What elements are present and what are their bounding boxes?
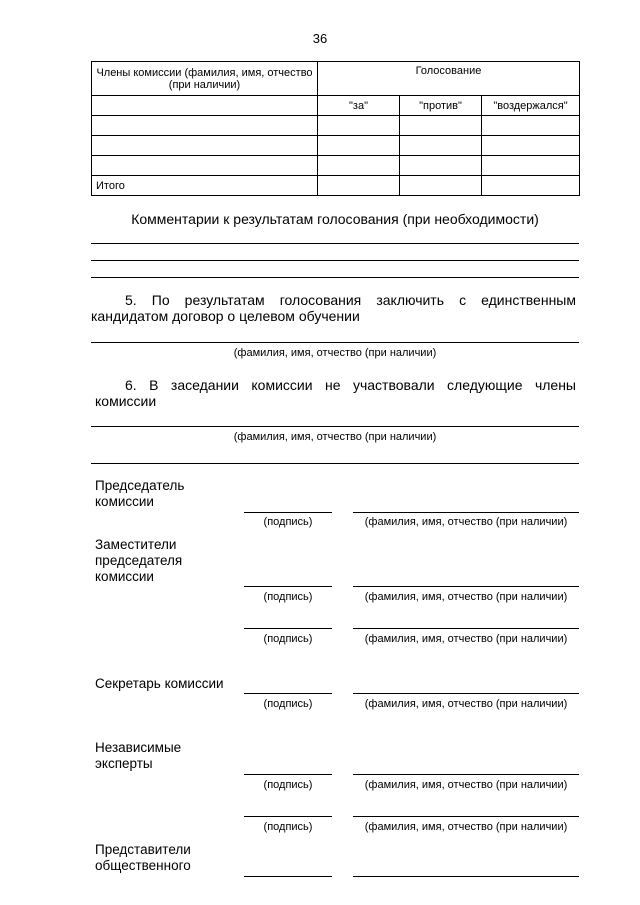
role-public-reps: Представители общественного	[95, 842, 191, 873]
fio-line[interactable]	[353, 876, 579, 877]
item5-line2: кандидатом договор о целевом обучении	[91, 308, 360, 324]
candidate-line[interactable]	[91, 342, 579, 343]
fio-line[interactable]	[353, 512, 579, 513]
table-row	[92, 116, 580, 136]
role-secretary: Секретарь комиссии	[95, 676, 224, 691]
header-members-text: Члены комиссии (фамилия, имя, отчество (при наличии)	[96, 66, 313, 91]
comment-line[interactable]	[91, 277, 579, 278]
signature-line[interactable]	[244, 774, 332, 775]
page-number: 36	[312, 31, 328, 46]
fio-caption: (фамилия, имя, отчество (при наличии)	[364, 821, 568, 833]
fio-caption: (фамилия, имя, отчество (при наличии)	[233, 431, 437, 443]
fio-caption: (фамилия, имя, отчество (при наличии)	[233, 347, 437, 359]
signature-caption: (подпись)	[263, 591, 313, 603]
absent-line[interactable]	[91, 426, 579, 427]
fio-line[interactable]	[353, 586, 579, 587]
fio-caption: (фамилия, имя, отчество (при наличии)	[364, 698, 568, 710]
signature-line[interactable]	[244, 876, 332, 877]
comments-heading: Комментарии к результатам голосования (при необходимости)	[131, 211, 539, 227]
fio-caption: (фамилия, имя, отчество (при наличии)	[364, 591, 568, 603]
signature-line[interactable]	[244, 628, 332, 629]
header-members	[92, 62, 318, 96]
table-cell[interactable]	[92, 96, 318, 116]
comment-line[interactable]	[91, 243, 579, 244]
signature-line[interactable]	[244, 693, 332, 694]
signature-line[interactable]	[244, 512, 332, 513]
fio-line[interactable]	[353, 628, 579, 629]
voting-table	[91, 61, 580, 196]
item5-line1: 5. По результатам голосования заключить с единственным	[125, 292, 576, 308]
fio-caption: (фамилия, имя, отчество (при наличии)	[364, 516, 568, 528]
table-row	[92, 156, 580, 176]
fio-caption: (фамилия, имя, отчество (при наличии)	[364, 633, 568, 645]
fio-line[interactable]	[353, 774, 579, 775]
signature-caption: (подпись)	[263, 698, 313, 710]
header-against: "против"	[400, 96, 482, 116]
signature-line[interactable]	[244, 816, 332, 817]
item6-line2: комиссии	[95, 393, 157, 409]
total-label: Итого	[92, 176, 318, 196]
signature-caption: (подпись)	[263, 821, 313, 833]
header-for: "за"	[318, 96, 400, 116]
comment-line[interactable]	[91, 260, 579, 261]
signature-caption: (подпись)	[263, 516, 313, 528]
role-experts: Независимые эксперты	[95, 740, 182, 771]
fio-line[interactable]	[353, 816, 579, 817]
header-abstained: "воздержался"	[482, 96, 580, 116]
absent-line-2[interactable]	[91, 463, 579, 464]
header-voting: Голосование	[318, 62, 580, 96]
table-row-total	[92, 176, 580, 196]
fio-caption: (фамилия, имя, отчество (при наличии)	[364, 779, 568, 791]
item6-line1: 6. В заседании комиссии не участвовали следующие члены	[125, 377, 576, 393]
signature-caption: (подпись)	[263, 633, 313, 645]
signature-caption: (подпись)	[263, 779, 313, 791]
table-row	[92, 136, 580, 156]
role-deputies: Заместители председателя комиссии	[95, 537, 183, 584]
role-chairman: Председатель комиссии	[95, 478, 185, 509]
signature-line[interactable]	[244, 586, 332, 587]
fio-line[interactable]	[353, 693, 579, 694]
